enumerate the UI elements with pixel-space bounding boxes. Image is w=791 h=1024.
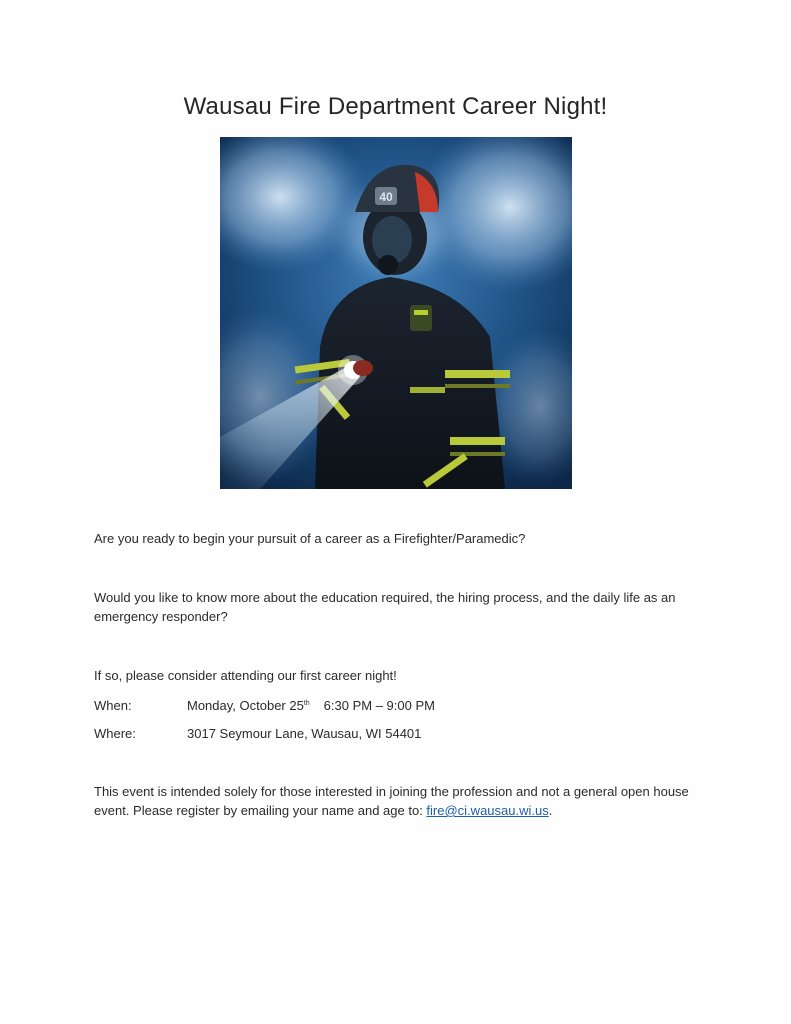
page-title: Wausau Fire Department Career Night! <box>183 93 608 120</box>
event-date: Monday, October 25 <box>187 698 304 713</box>
where-row <box>94 724 714 743</box>
firefighter-photo <box>220 137 572 489</box>
event-address: 3017 Seymour Lane, Wausau, WI 54401 <box>187 726 422 741</box>
event-time: 6:30 PM – 9:00 PM <box>323 698 435 713</box>
when-label: When: <box>94 698 132 713</box>
event-date-suffix: th <box>303 700 310 707</box>
helmet-number: 40 <box>379 190 393 204</box>
notice-body: This event is intended solely for those interested in joining the profession and not a general open house event. Please register by emailing your name and age to: <box>94 784 689 818</box>
notice-end: . <box>548 803 553 818</box>
intro-question: Are you ready to begin your pursuit of a career as a Firefighter/Paramedic? <box>94 531 526 546</box>
invite-text: If so, please consider attending our first career night! <box>94 668 397 683</box>
where-label: Where: <box>94 726 136 741</box>
notice-text <box>94 782 714 820</box>
education-question: Would you like to know more about the education required, the hiring process, and the daily life as an emergency responder? <box>94 590 676 624</box>
when-row <box>94 694 714 715</box>
email-link[interactable]: fire@ci.wausau.wi.us <box>426 803 549 818</box>
